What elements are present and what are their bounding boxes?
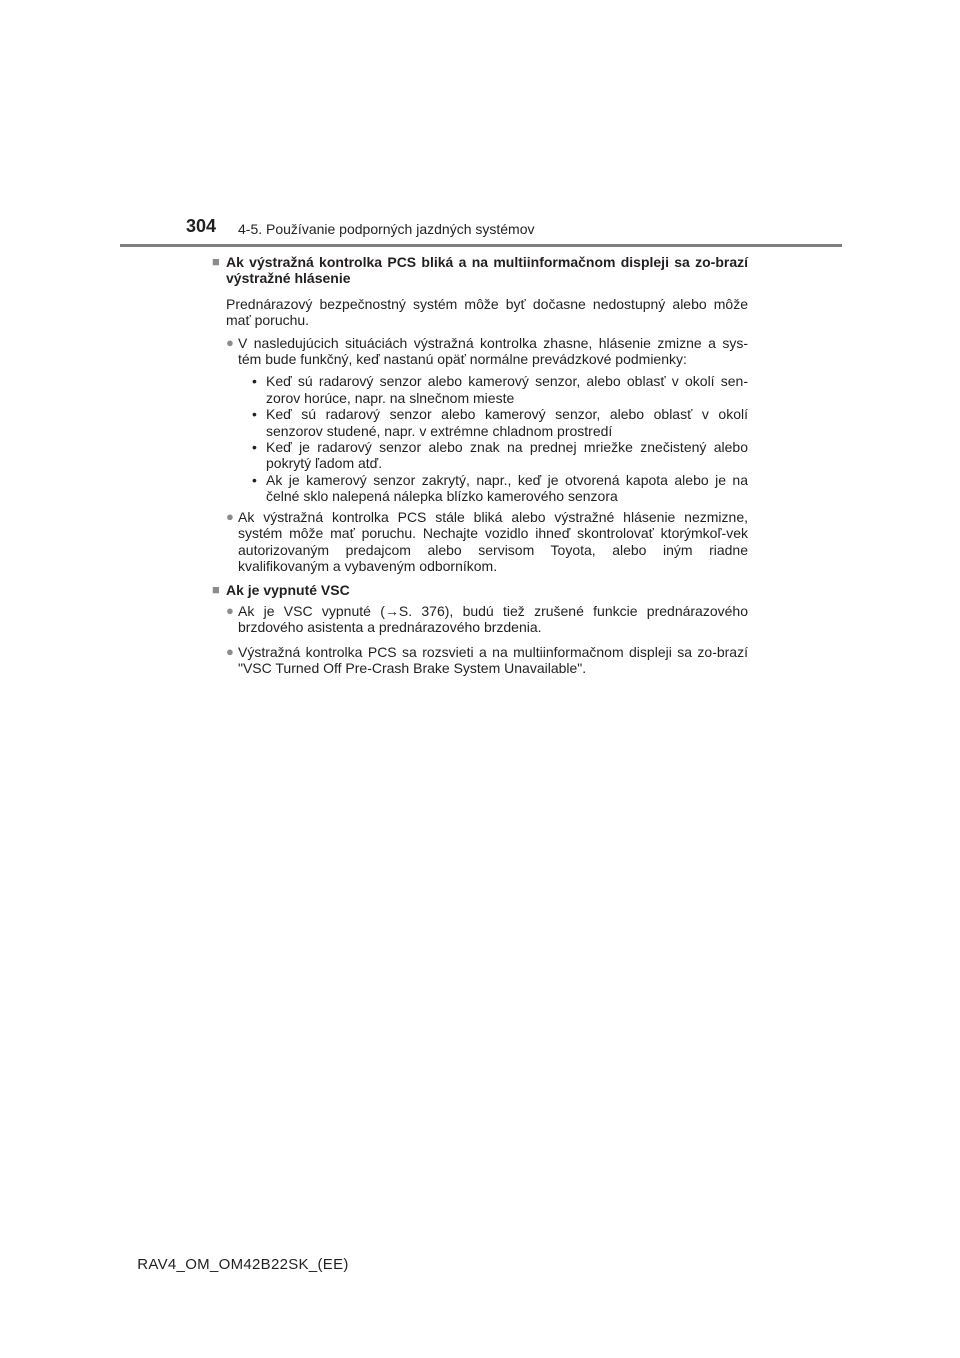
dot-bullet-icon: ● xyxy=(226,602,234,618)
list-item xyxy=(226,603,748,636)
square-bullet-icon: ■ xyxy=(212,254,220,269)
sub-bullet-icon: • xyxy=(252,471,257,488)
square-bullet-icon: ■ xyxy=(212,582,220,598)
item-text: Ak je VSC vypnuté (→S. 376), budú tiež zrušené funkcie prednárazového brzdového asistenta a prednárazového brzdenia. xyxy=(238,602,748,636)
page-number: 304 xyxy=(186,216,217,236)
dot-bullet-icon: ● xyxy=(226,508,234,524)
sub-item-text: Keď sú radarový senzor alebo kamerový senzor, alebo oblasť v okolí senzorov studené, napr. v extrémne chladnom prostredí xyxy=(266,406,748,439)
sub-list-item xyxy=(252,406,748,439)
list-item xyxy=(226,509,748,575)
dot-bullet-icon: ● xyxy=(226,334,234,350)
sub-bullet-icon: • xyxy=(252,406,257,423)
item-text: Ak výstražná kontrolka PCS stále bliká alebo výstražné hlásenie nezmizne, systém môže mať poruchu. Nechajte vozidlo ihneď skontrolovať ktorýmkoľ-vek autorizovaným predajcom alebo servisom Toyota, alebo iným riadne kvalifikovaným a vybaveným odborníkom. xyxy=(238,508,748,574)
page-footer xyxy=(0,1256,960,1273)
sub-item-text: Keď je radarový senzor alebo znak na prednej mriežke znečistený alebo pokrytý ľadom atď. xyxy=(266,439,748,472)
page-content xyxy=(212,254,748,676)
section-heading: Ak je vypnuté VSC xyxy=(226,582,350,599)
list-item xyxy=(226,644,748,677)
sub-item-text: Ak je kamerový senzor zakrytý, napr., keď je otvorená kapota alebo je na čelné sklo nalepená nálepka blízko kamerového senzora xyxy=(266,471,748,505)
item-text: Výstražná kontrolka PCS sa rozsvieti a na multiinformačnom displeji sa zo-brazí "VSC Turned Off Pre-Crash Brake System Unavailable". xyxy=(238,643,748,676)
sub-list-item xyxy=(252,472,748,505)
section-pcs-warning xyxy=(212,254,748,574)
section-intro: Prednárazový bezpečnostný systém môže byť dočasne nedostupný alebo môže mať poruchu. xyxy=(226,295,748,329)
document-code: RAV4_OM_OM42B22SK_(EE) xyxy=(137,1256,349,1273)
sub-item-text: Keď sú radarový senzor alebo kamerový senzor, alebo oblasť v okolí sen-zorov horúce, napr. na slnečnom mieste xyxy=(266,373,748,406)
item-text: V nasledujúcich situáciách výstražná kontrolka zhasne, hlásenie zmizne a sys-tém bude funkčný, keď nastanú opäť normálne prevádzkové podmienky: xyxy=(238,334,748,368)
page-header xyxy=(186,216,842,246)
section-title: 4-5. Používanie podporných jazdných systémov xyxy=(238,221,535,237)
header-divider xyxy=(120,244,842,247)
sub-list-item xyxy=(252,439,748,472)
list-item xyxy=(226,335,748,368)
section-heading: Ak výstražná kontrolka PCS bliká a na multiinformačnom displeji sa zo-brazí výstražné hlásenie xyxy=(226,254,748,287)
dot-bullet-icon: ● xyxy=(226,643,234,659)
sub-list-item xyxy=(252,373,748,406)
sub-bullet-icon: • xyxy=(252,439,257,456)
sub-bullet-icon: • xyxy=(252,373,257,390)
section-vsc-off xyxy=(212,582,748,676)
